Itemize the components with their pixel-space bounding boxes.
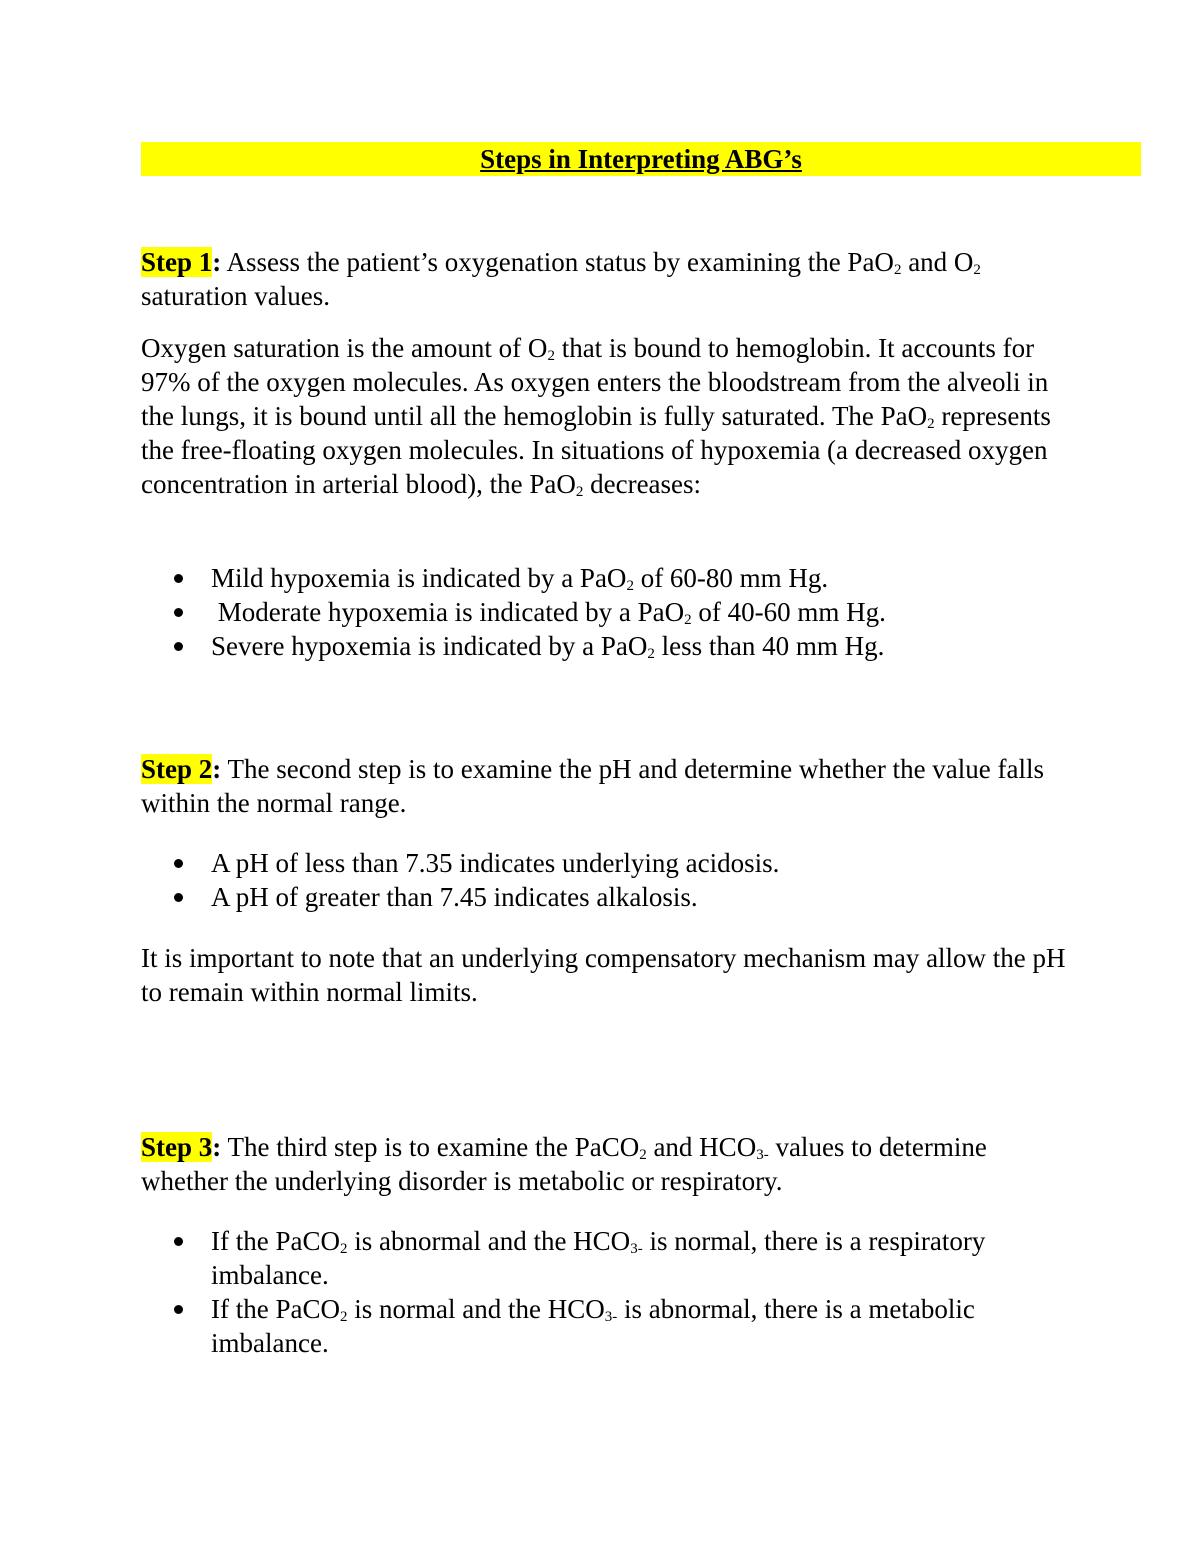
- list-item: [141, 880, 1071, 914]
- bullet-icon: [174, 1237, 183, 1246]
- bullet-icon: [174, 574, 183, 583]
- list-item: [141, 629, 1071, 663]
- step1-para-sub-b: 2: [927, 416, 935, 432]
- bullet-text: Severe hypoxemia is indicated by a PaO: [211, 631, 648, 661]
- bullet-icon: [174, 1305, 183, 1314]
- step2-label: Step 2: [141, 754, 213, 784]
- document-title-text: Steps in Interpreting ABG’s: [480, 144, 802, 174]
- step1-paragraph: [141, 331, 1071, 501]
- bullet-text: A pH of greater than 7.45 indicates alkalosis.: [211, 882, 698, 912]
- bullet-text: of 40-60 mm Hg.: [691, 597, 886, 627]
- step1-intro: [141, 245, 1071, 313]
- step2-note: [141, 941, 1071, 1009]
- bullet-text: is abnormal and the HCO: [347, 1226, 631, 1256]
- bullet-icon: [174, 893, 183, 902]
- step1-intro-a: Assess the patient’s oxygenation status by examining the PaO: [221, 247, 894, 277]
- step1-label: Step 1: [141, 247, 213, 277]
- bullet-text: of 60-80 mm Hg.: [633, 563, 829, 593]
- bullet-sub: 2: [339, 1241, 348, 1257]
- step3-label: Step 3: [141, 1132, 213, 1162]
- bullet-sub: 2: [684, 612, 692, 628]
- bullet-sub: 2: [647, 646, 655, 662]
- step3-colon: :: [212, 1132, 222, 1162]
- step1-para-sub-c: 2: [575, 484, 584, 500]
- step2-intro-text: The second step is to examine the pH and determine whether the value falls within the normal range.: [141, 754, 1045, 818]
- step3-bullet-list: [141, 1224, 1071, 1360]
- step1-bullet-list: [141, 561, 1071, 663]
- document-title: [141, 142, 1141, 176]
- step3-intro-b: and HCO: [646, 1132, 757, 1162]
- step2-note-text: It is important to note that an underlying compensatory mechanism may allow the pH to remain within normal limits.: [141, 943, 1066, 1007]
- step1-para-d: decreases:: [583, 469, 702, 499]
- bullet-sub: 3-: [604, 1309, 618, 1325]
- bullet-text: is normal, there is a respiratory imbalance.: [211, 1226, 986, 1290]
- list-item: [141, 1292, 1071, 1360]
- bullet-text: less than 40 mm Hg.: [654, 631, 885, 661]
- bullet-sub: 2: [626, 578, 634, 594]
- step1-para-a: Oxygen saturation is the amount of O: [141, 333, 548, 363]
- bullet-icon: [174, 859, 183, 868]
- step1-colon: :: [212, 247, 222, 277]
- bullet-sub: 3-: [630, 1241, 643, 1257]
- bullet-text: is normal and the HCO: [347, 1294, 605, 1324]
- step1-para-c: represents the free-floating oxygen molecules. In situations of hypoxemia (a decreased oxygen concentration in arterial blood), the PaO: [141, 401, 1051, 499]
- step1-intro-c: saturation values.: [141, 281, 330, 311]
- bullet-text: A pH of less than 7.35 indicates underlying acidosis.: [211, 848, 780, 878]
- bullet-text: Mild hypoxemia is indicated by a PaO: [211, 563, 627, 593]
- bullet-sub: 2: [339, 1309, 348, 1325]
- step1-para-sub-a: 2: [547, 348, 555, 364]
- list-item: [141, 1224, 1071, 1292]
- step3-intro: [141, 1130, 1071, 1198]
- step3-intro-c: values to determine whether the underlying disorder is metabolic or respiratory.: [141, 1132, 987, 1196]
- bullet-text: If the PaCO: [211, 1294, 340, 1324]
- step2-bullet-list: [141, 846, 1071, 914]
- step2-colon: :: [212, 754, 222, 784]
- step3-intro-a: The third step is to examine the PaCO: [221, 1132, 640, 1162]
- list-item: [141, 561, 1071, 595]
- bullet-icon: [174, 608, 183, 617]
- bullet-text: is abnormal, there is a metabolic imbalance.: [211, 1294, 975, 1358]
- bullet-text: If the PaCO: [211, 1226, 340, 1256]
- step2-intro: [141, 752, 1071, 820]
- list-item: [141, 846, 1071, 880]
- step3-sub-b: 3-: [756, 1147, 769, 1163]
- step1-intro-b: and O: [901, 247, 974, 277]
- bullet-icon: [174, 642, 183, 651]
- bullet-text: Moderate hypoxemia is indicated by a PaO: [211, 597, 685, 627]
- step1-para-b: that is bound to hemoglobin. It accounts for 97% of the oxygen molecules. As oxygen enters the bloodstream from the alveoli in the lungs, it is bound until all the hemoglobin is fully saturated. The PaO: [141, 333, 1049, 431]
- step1-sub-a: 2: [893, 262, 902, 278]
- step1-sub-b: 2: [973, 262, 981, 278]
- step3-sub-a: 2: [639, 1147, 647, 1163]
- list-item: [141, 595, 1071, 629]
